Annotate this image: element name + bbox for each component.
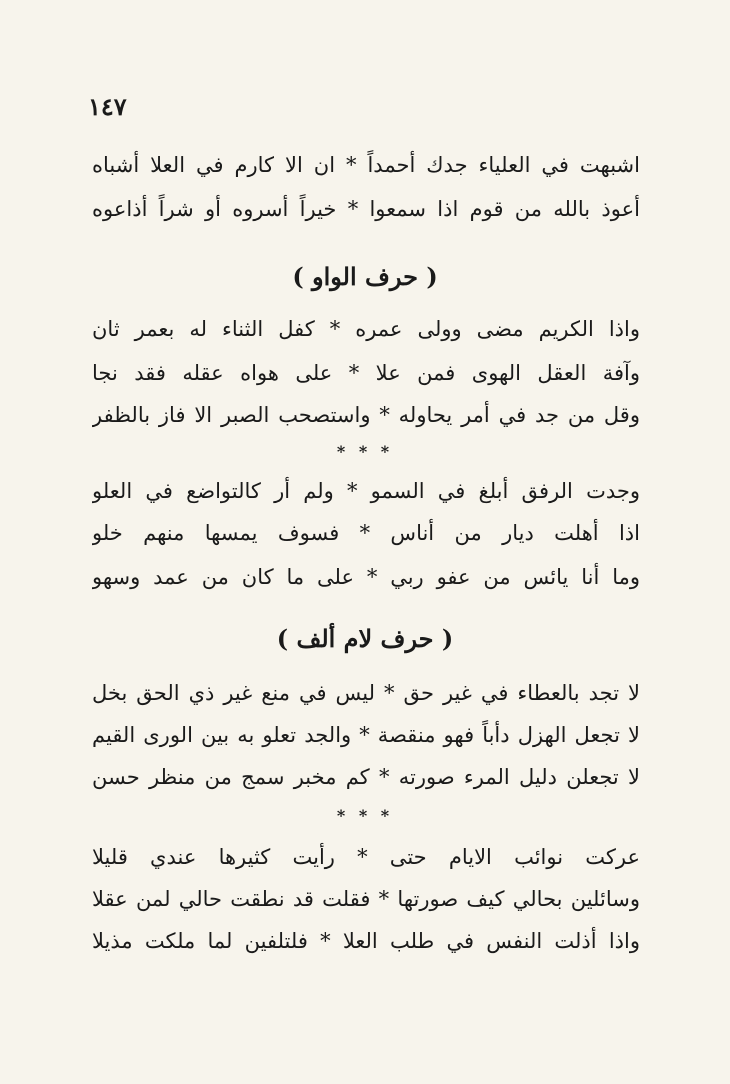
section-heading-waw: ( حرف الواو ) (292, 262, 438, 291)
verse-line: اشبهت في العلياء جدك أحمداً * ان الا كارم في العلا أشباه (92, 153, 640, 177)
verse-line: واذا أذلت النفس في طلب العلا * فلتلفين لما ملكت مذيلا (92, 929, 640, 953)
verse-line: واذا الكريم مضى وولى عمره * كفل الثناء له بعمر ثان (92, 317, 640, 341)
verse-line: عركت نوائب الايام حتى * رأيت كثيرها عندي قليلا (92, 845, 640, 869)
verse-line: أعوذ بالله من قوم اذا سمعوا * خيراً أسروه أو شراً أذاعوه (92, 197, 640, 221)
verse-line: لا تجعلن دليل المرء صورته * كم مخبر سمج من منظر حسن (92, 765, 640, 789)
verse-line: وآفة العقل الهوى فمن علا * على هواه عقله فقد نجا (92, 361, 640, 385)
verse-separator: * * * (336, 806, 394, 825)
verse-line: وجدت الرفق أبلغ في السمو * ولم أر كالتواضع في العلو (92, 479, 640, 503)
page-number: ١٤٧ (88, 92, 127, 121)
verse-separator: * * * (336, 442, 394, 461)
verse-line: وقل من جد في أمر يحاوله * واستصحب الصبر الا فاز بالظفر (92, 403, 640, 427)
verse-line: اذا أهلت ديار من أناس * فسوف يمسها منهم خلو (92, 521, 640, 545)
verse-line: لا تجد بالعطاء في غير حق * ليس في منع غير ذي الحق بخل (92, 681, 640, 705)
section-heading-lamalif: ( حرف لام ألف ) (276, 624, 454, 653)
verse-line: وما أنا يائس من عفو ربي * على ما كان من عمد وسهو (92, 565, 640, 589)
verse-line: لا تجعل الهزل دأباً فهو منقصة * والجد تعلو به بين الورى القيم (92, 723, 640, 747)
verse-line: وسائلين بحالي كيف صورتها * فقلت قد نطقت حالي لمن عقلا (92, 887, 640, 911)
